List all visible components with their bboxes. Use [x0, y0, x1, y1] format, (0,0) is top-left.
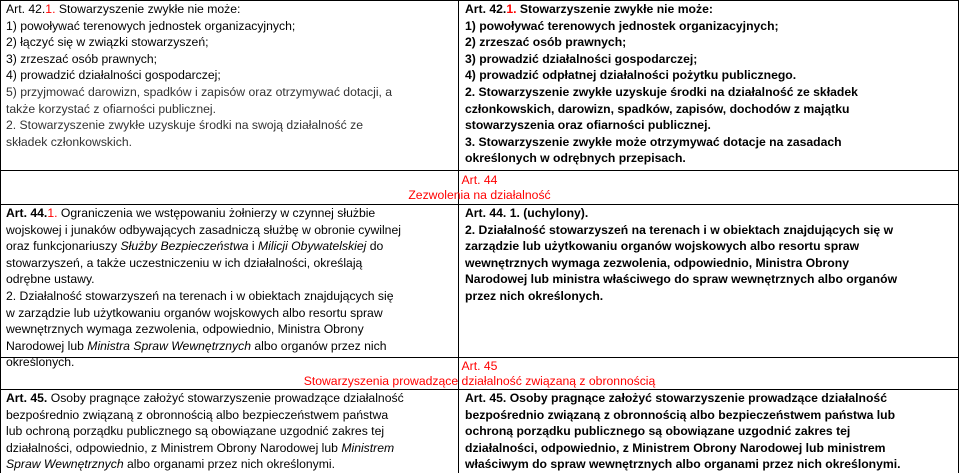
text-line: [6, 271, 454, 288]
text-run: do: [366, 239, 384, 254]
text-run: 1.: [47, 206, 61, 220]
text-line: [465, 255, 955, 272]
text-run: Narodowej lub ministra właściwego do spraw wewnętrznych albo organów: [465, 272, 898, 287]
text-run: oraz funkcjonariuszy: [6, 239, 121, 254]
text-run: 2) łączyć się w związki stowarzyszeń;: [6, 35, 209, 50]
text-line: [6, 305, 454, 322]
art45-new-text: [465, 390, 955, 473]
text-line: [6, 407, 454, 424]
text-line: [6, 1, 454, 18]
text-line: [6, 288, 454, 305]
text-line: [465, 18, 955, 35]
text-run: Spraw Wewnętrznych: [6, 457, 124, 472]
text-run: 5) przyjmować darowizn, spadków i zapisów oraz otrzymywać dotacji, a: [6, 84, 393, 99]
text-run: stowarzyszeń, a także uczestniczeniu w ich działalności, określają: [6, 255, 363, 270]
text-run: Stowarzyszenie zwykłe nie może:: [58, 2, 241, 16]
text-run: Stowarzyszenie zwykłe nie może:: [519, 2, 713, 16]
text-run: właściwym do spraw wewnętrznych albo organami przez nich określonymi.: [465, 457, 901, 472]
text-run: stowarzyszenia oraz ofiarności publicznej.: [465, 118, 711, 133]
text-run: Art. 44.: [6, 206, 48, 220]
text-line: [465, 238, 955, 255]
text-line: [6, 101, 454, 118]
text-run: 2. Stowarzyszenie zwykłe uzyskuje środki na działalność ze składek: [465, 84, 858, 99]
text-run: przez nich określonych.: [465, 288, 604, 303]
text-run: 2. Stowarzyszenie zwykłe uzyskuje środki na swoją działalność ze: [6, 118, 363, 133]
text-run: 1.: [45, 2, 59, 16]
text-run: lub ochroną porządku publicznego są obowiązane uzgodnić zakres tej: [6, 424, 385, 439]
text-run: 1.: [506, 2, 520, 16]
text-line: [465, 440, 955, 457]
art45-old-text: [6, 390, 454, 473]
text-run: albo organami przez nich określonymi.: [123, 457, 335, 472]
text-run: i: [248, 239, 259, 254]
text-run: Ministra Spraw Wewnętrznych: [87, 338, 251, 353]
art45-title: Stowarzyszenia prowadzące działalność związaną z obronnością: [303, 374, 656, 388]
text-line: [6, 222, 454, 239]
text-line: [465, 101, 955, 118]
art44-heading: Art. 44: [461, 173, 498, 187]
text-run: Art. 44. 1. (uchylony).: [465, 206, 589, 220]
art42-new-text: [465, 1, 955, 167]
text-line: [465, 456, 955, 473]
text-line: [6, 390, 454, 407]
text-run: 2. Działalność stowarzyszeń na terenach i w obiektach znajdujących się w: [465, 222, 894, 237]
text-line: [465, 423, 955, 440]
text-run: bezpośrednio związaną z obronnością albo bezpieczeństwem państwa: [6, 407, 389, 422]
text-run: określonych w odrębnych przepisach.: [465, 151, 686, 166]
text-line: [465, 150, 955, 167]
text-run: Ministrem: [341, 440, 395, 455]
text-line: [6, 440, 454, 457]
text-line: [465, 407, 955, 424]
text-run: Art. 42.: [465, 2, 507, 16]
table-border-left: [0, 0, 1, 473]
text-run: Art. 45. Osoby pragnące założyć stowarzyszenie prowadzące działalność: [465, 391, 887, 405]
column-divider: [458, 0, 459, 473]
text-run: określonych.: [6, 355, 75, 370]
art44-title: Zezwolenia na działalność: [408, 188, 551, 202]
text-line: [465, 84, 955, 101]
text-line: [6, 321, 454, 338]
text-line: [465, 51, 955, 68]
text-run: ochroną porządku publicznego są obowiązane uzgodnić zakres tej: [465, 424, 851, 439]
text-line: [465, 34, 955, 51]
text-run: odrębne ustawy.: [6, 272, 95, 287]
text-line: [465, 271, 955, 288]
text-run: Art. 45.: [6, 391, 51, 405]
text-line: [465, 1, 955, 18]
text-run: 4) prowadzić działalności gospodarczej;: [6, 68, 221, 83]
text-line: [465, 288, 955, 305]
text-run: także korzystać z ofiarności publicznej.: [6, 101, 216, 116]
text-run: 3) prowadzić działalności gospodarczej;: [465, 51, 698, 66]
text-run: Ograniczenia we wstępowaniu żołnierzy w czynnej służbie: [60, 206, 376, 220]
text-line: [6, 423, 454, 440]
text-run: składek członkowskich.: [6, 134, 132, 149]
text-line: [465, 117, 955, 134]
text-run: członkowskich, darowizn, spadków, zapisów, dochodów z majątku: [465, 101, 850, 116]
text-line: [465, 205, 955, 222]
art44-old-text: [6, 205, 454, 371]
text-line: [465, 222, 955, 239]
text-line: [465, 390, 955, 407]
text-run: 3. Stowarzyszenie zwykłe może otrzymywać dotacje na zasadach: [465, 134, 842, 149]
text-run: albo organów przez nich: [250, 338, 387, 353]
row1-bottom-border: [0, 170, 959, 171]
art44-new-text: [465, 205, 955, 305]
art42-old-text: [6, 1, 454, 150]
text-run: 2. Działalność stowarzyszeń na terenach i w obiektach znajdujących się: [6, 288, 394, 303]
text-line: [6, 238, 454, 255]
text-line: [6, 84, 454, 101]
text-run: wewnętrznych wymaga zezwolenia, odpowiednio, Ministra Obrony: [6, 322, 364, 337]
text-line: [6, 134, 454, 151]
art45-heading: Art. 45: [461, 359, 498, 373]
text-run: w zarządzie lub użytkowaniu organów wojskowych albo resortu spraw: [6, 305, 383, 320]
text-run: bezpośrednio związaną z obronnością albo bezpieczeństwem państwa lub: [465, 407, 896, 422]
text-run: Art. 42.: [6, 2, 46, 16]
text-line: [465, 67, 955, 84]
text-line: [6, 67, 454, 84]
text-run: 1) powoływać terenowych jednostek organizacyjnych;: [6, 18, 296, 33]
text-run: Służby Bezpieczeństwa: [120, 239, 249, 254]
text-line: [6, 338, 454, 355]
text-run: 4) prowadzić odpłatnej działalności pożytku publicznego.: [465, 68, 797, 83]
text-line: [6, 18, 454, 35]
text-run: zarządzie lub użytkowaniu organów wojskowych albo resortu spraw: [465, 239, 860, 254]
text-line: [465, 134, 955, 151]
text-line: [6, 456, 454, 473]
text-run: 2) zrzeszać osób prawnych;: [465, 35, 627, 50]
text-run: wojskowej i junaków odbywających zasadniczą służbę w obronie cywilnej: [6, 222, 401, 237]
text-run: działalności, odpowiednio, z Ministrem Obrony Narodowej lub: [6, 440, 342, 455]
text-line: [6, 34, 454, 51]
text-run: Narodowej lub: [6, 338, 88, 353]
text-run: Milicji Obywatelskiej: [258, 239, 367, 254]
text-run: 3) zrzeszać osób prawnych;: [6, 51, 158, 66]
text-run: wewnętrznych wymaga zezwolenia, odpowiednio, Ministra Obrony: [465, 255, 849, 270]
text-run: 1) powoływać terenowych jednostek organizacyjnych;: [465, 18, 779, 33]
text-run: działalności, odpowiednio, z Ministrem Obrony Narodowej lub ministrem: [465, 440, 886, 455]
text-line: [6, 117, 454, 134]
text-line: [6, 51, 454, 68]
text-line: [6, 205, 454, 222]
text-line: [6, 255, 454, 272]
text-run: Osoby pragnące założyć stowarzyszenie prowadzące działalność: [50, 391, 404, 405]
